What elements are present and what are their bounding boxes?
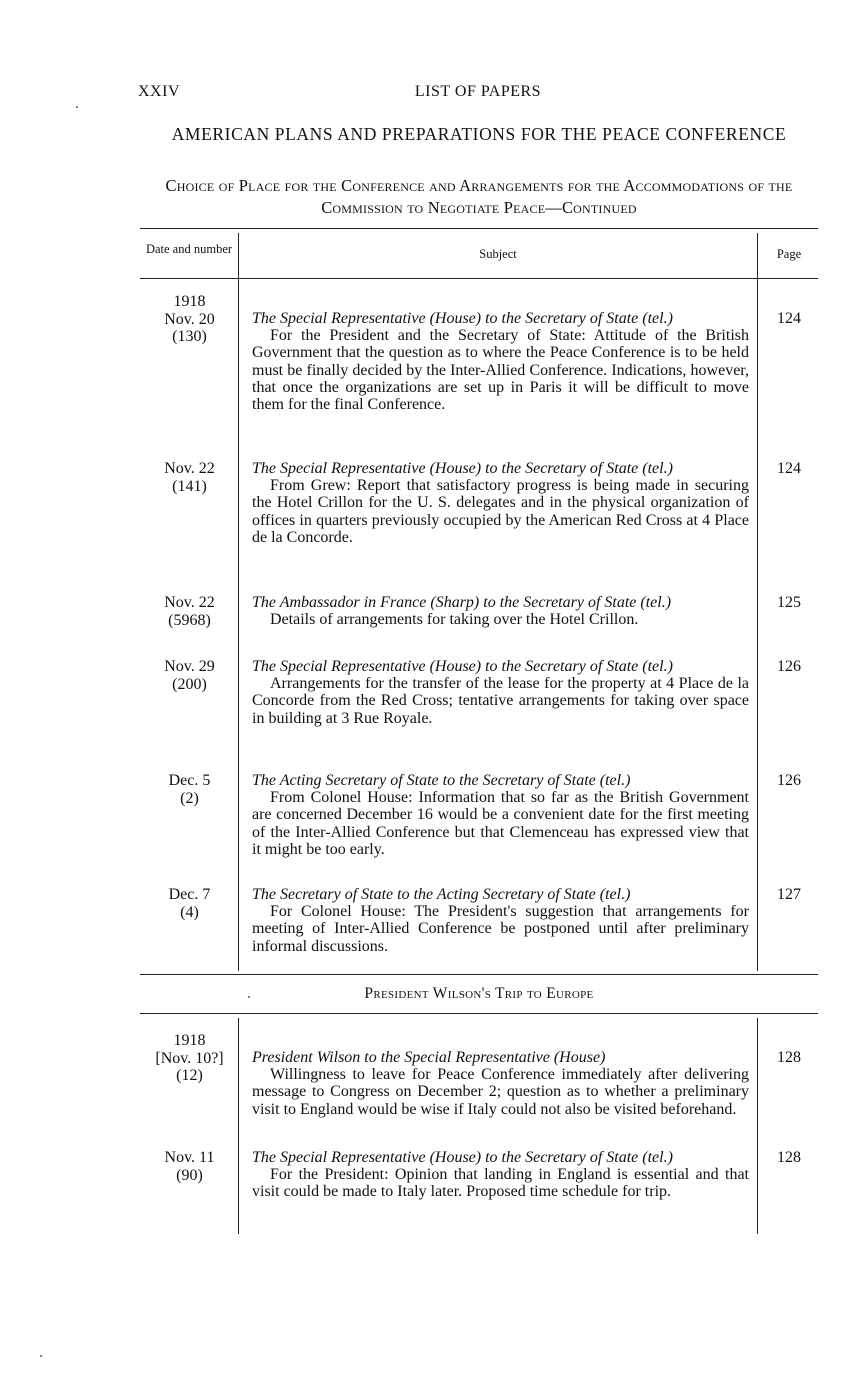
entry-head: The Acting Secretary of State to the Secretary of State (tel.) [252, 772, 631, 789]
entry-number: (200) [172, 675, 207, 693]
column-header-date: Date and number [145, 242, 233, 256]
entry-body: Details of arrangements for taking over the Hotel Crillon. [270, 611, 639, 629]
entry-date [142, 1149, 237, 1184]
entry-body: Willingness to leave for Peace Conference immediately after delivering message to Congress on December 2; question as to whether a preliminary visit to England would be wise if Italy could not also be visited beforehand. [252, 1066, 749, 1118]
entry-head: The Secretary of State to the Acting Secretary of State (tel.) [252, 886, 631, 903]
column-divider-right [757, 1018, 758, 1234]
list-item [252, 1149, 749, 1201]
column-header-page: Page [776, 247, 802, 261]
entry-number: (130) [172, 328, 207, 345]
entry-body: For the President: Opinion that landing in England is essential and that visit could be made to Italy later. Proposed time schedule for trip. [252, 1166, 749, 1201]
entry-date [142, 293, 237, 346]
entry-date [142, 772, 237, 807]
entry-date-text: Nov. 29 [164, 658, 215, 675]
entry-number: (2) [180, 789, 199, 807]
entry-date-text: [Nov. 10?] [155, 1049, 224, 1067]
entry-head: The Ambassador in France (Sharp) to the Secretary of State (tel.) [252, 594, 672, 611]
entry-date [142, 460, 237, 495]
list-item [252, 658, 749, 727]
entry-body: For Colonel House: The President's suggestion that arrangements for meeting of Inter-Allied Conference be postponed until after preliminary informal discussions. [252, 903, 749, 955]
running-head: LIST OF PAPERS [414, 83, 542, 100]
entry-date-text: Nov. 22 [164, 460, 215, 477]
entry-page: 127 [777, 886, 801, 903]
entry-number: (5968) [168, 611, 211, 629]
entry-body: From Colonel House: Information that so far as the British Government are concerned December 16 would be a convenient date for the first meeting of the Inter-Allied Conference but that Clemenceau has expressed view that it might be too early. [252, 789, 749, 858]
entry-head: The Special Representative (House) to the Secretary of State (tel.) [252, 310, 673, 327]
entry-page: 125 [777, 594, 801, 611]
column-divider-left [238, 1018, 239, 1234]
column-header-subject: Subject [479, 247, 517, 261]
margin-mark [248, 996, 250, 998]
entry-year: 1918 [173, 293, 206, 310]
section-title: AMERICAN PLANS AND PREPARATIONS FOR THE PEACE CONFERENCE [171, 124, 787, 144]
entry-date [142, 594, 237, 629]
entry-date [142, 1032, 237, 1085]
margin-mark [76, 106, 78, 108]
section-subtitle: Choice of Place for the Conference and Arrangements for the Accommodations of the Commission to Negotiate Peace—Continued [165, 176, 793, 217]
entry-date-text: Dec. 5 [168, 772, 211, 789]
entry-body: From Grew: Report that satisfactory progress is being made in securing the Hotel Crillon for the U. S. delegates and in the physical organization of offices in quarters previously occupied by the American Red Cross at 4 Place de la Concorde. [252, 477, 749, 546]
margin-mark [40, 1355, 42, 1357]
table-top-rule [140, 1013, 818, 1014]
entry-number: (4) [180, 903, 199, 921]
entry-page: 128 [777, 1049, 801, 1066]
entry-page: 124 [777, 310, 801, 327]
entry-page: 126 [777, 772, 801, 789]
entry-year: 1918 [173, 1032, 206, 1049]
entry-date-text: Dec. 7 [168, 886, 211, 903]
section-title: President Wilson's Trip to Europe [364, 985, 594, 1002]
entry-date-text: Nov. 11 [164, 1149, 215, 1166]
entry-date-text: Nov. 20 [164, 310, 215, 328]
page-number: XXIV [138, 83, 180, 100]
table-bottom-rule [140, 974, 818, 975]
entry-number: (90) [176, 1166, 203, 1184]
column-divider-right [757, 233, 758, 971]
list-item [252, 310, 749, 413]
entry-head: The Special Representative (House) to the Secretary of State (tel.) [252, 658, 673, 675]
entry-page: 126 [777, 658, 801, 675]
list-item [252, 1049, 749, 1118]
entry-date-text: Nov. 22 [164, 594, 215, 611]
list-item [252, 460, 749, 546]
entry-number: (141) [172, 477, 207, 495]
entry-page: 128 [777, 1149, 801, 1166]
table-top-rule [140, 228, 818, 229]
entry-number: (12) [176, 1067, 203, 1084]
entry-page: 124 [777, 460, 801, 477]
list-item [252, 886, 749, 955]
entry-head: President Wilson to the Special Representative (House) [252, 1049, 606, 1066]
entry-head: The Special Representative (House) to the Secretary of State (tel.) [252, 460, 673, 477]
entry-body: For the President and the Secretary of State: Attitude of the British Government that the question as to where the Peace Conference is to be held must be finally decided by the Inter-Allied Conference. Indications, however, that once the organizations are set up in Paris it will be difficult to move them for the final Conference. [252, 327, 749, 414]
entry-body: Arrangements for the transfer of the lease for the property at 4 Place de la Concorde from the Red Cross; tentative arrangements for taking over space in building at 3 Rue Royale. [252, 675, 749, 727]
table-header-rule [140, 278, 818, 279]
entry-head: The Special Representative (House) to the Secretary of State (tel.) [252, 1149, 673, 1166]
list-item [252, 772, 749, 858]
entry-date [142, 658, 237, 693]
list-item [252, 594, 749, 628]
entry-date [142, 886, 237, 921]
column-divider-left [238, 233, 239, 971]
